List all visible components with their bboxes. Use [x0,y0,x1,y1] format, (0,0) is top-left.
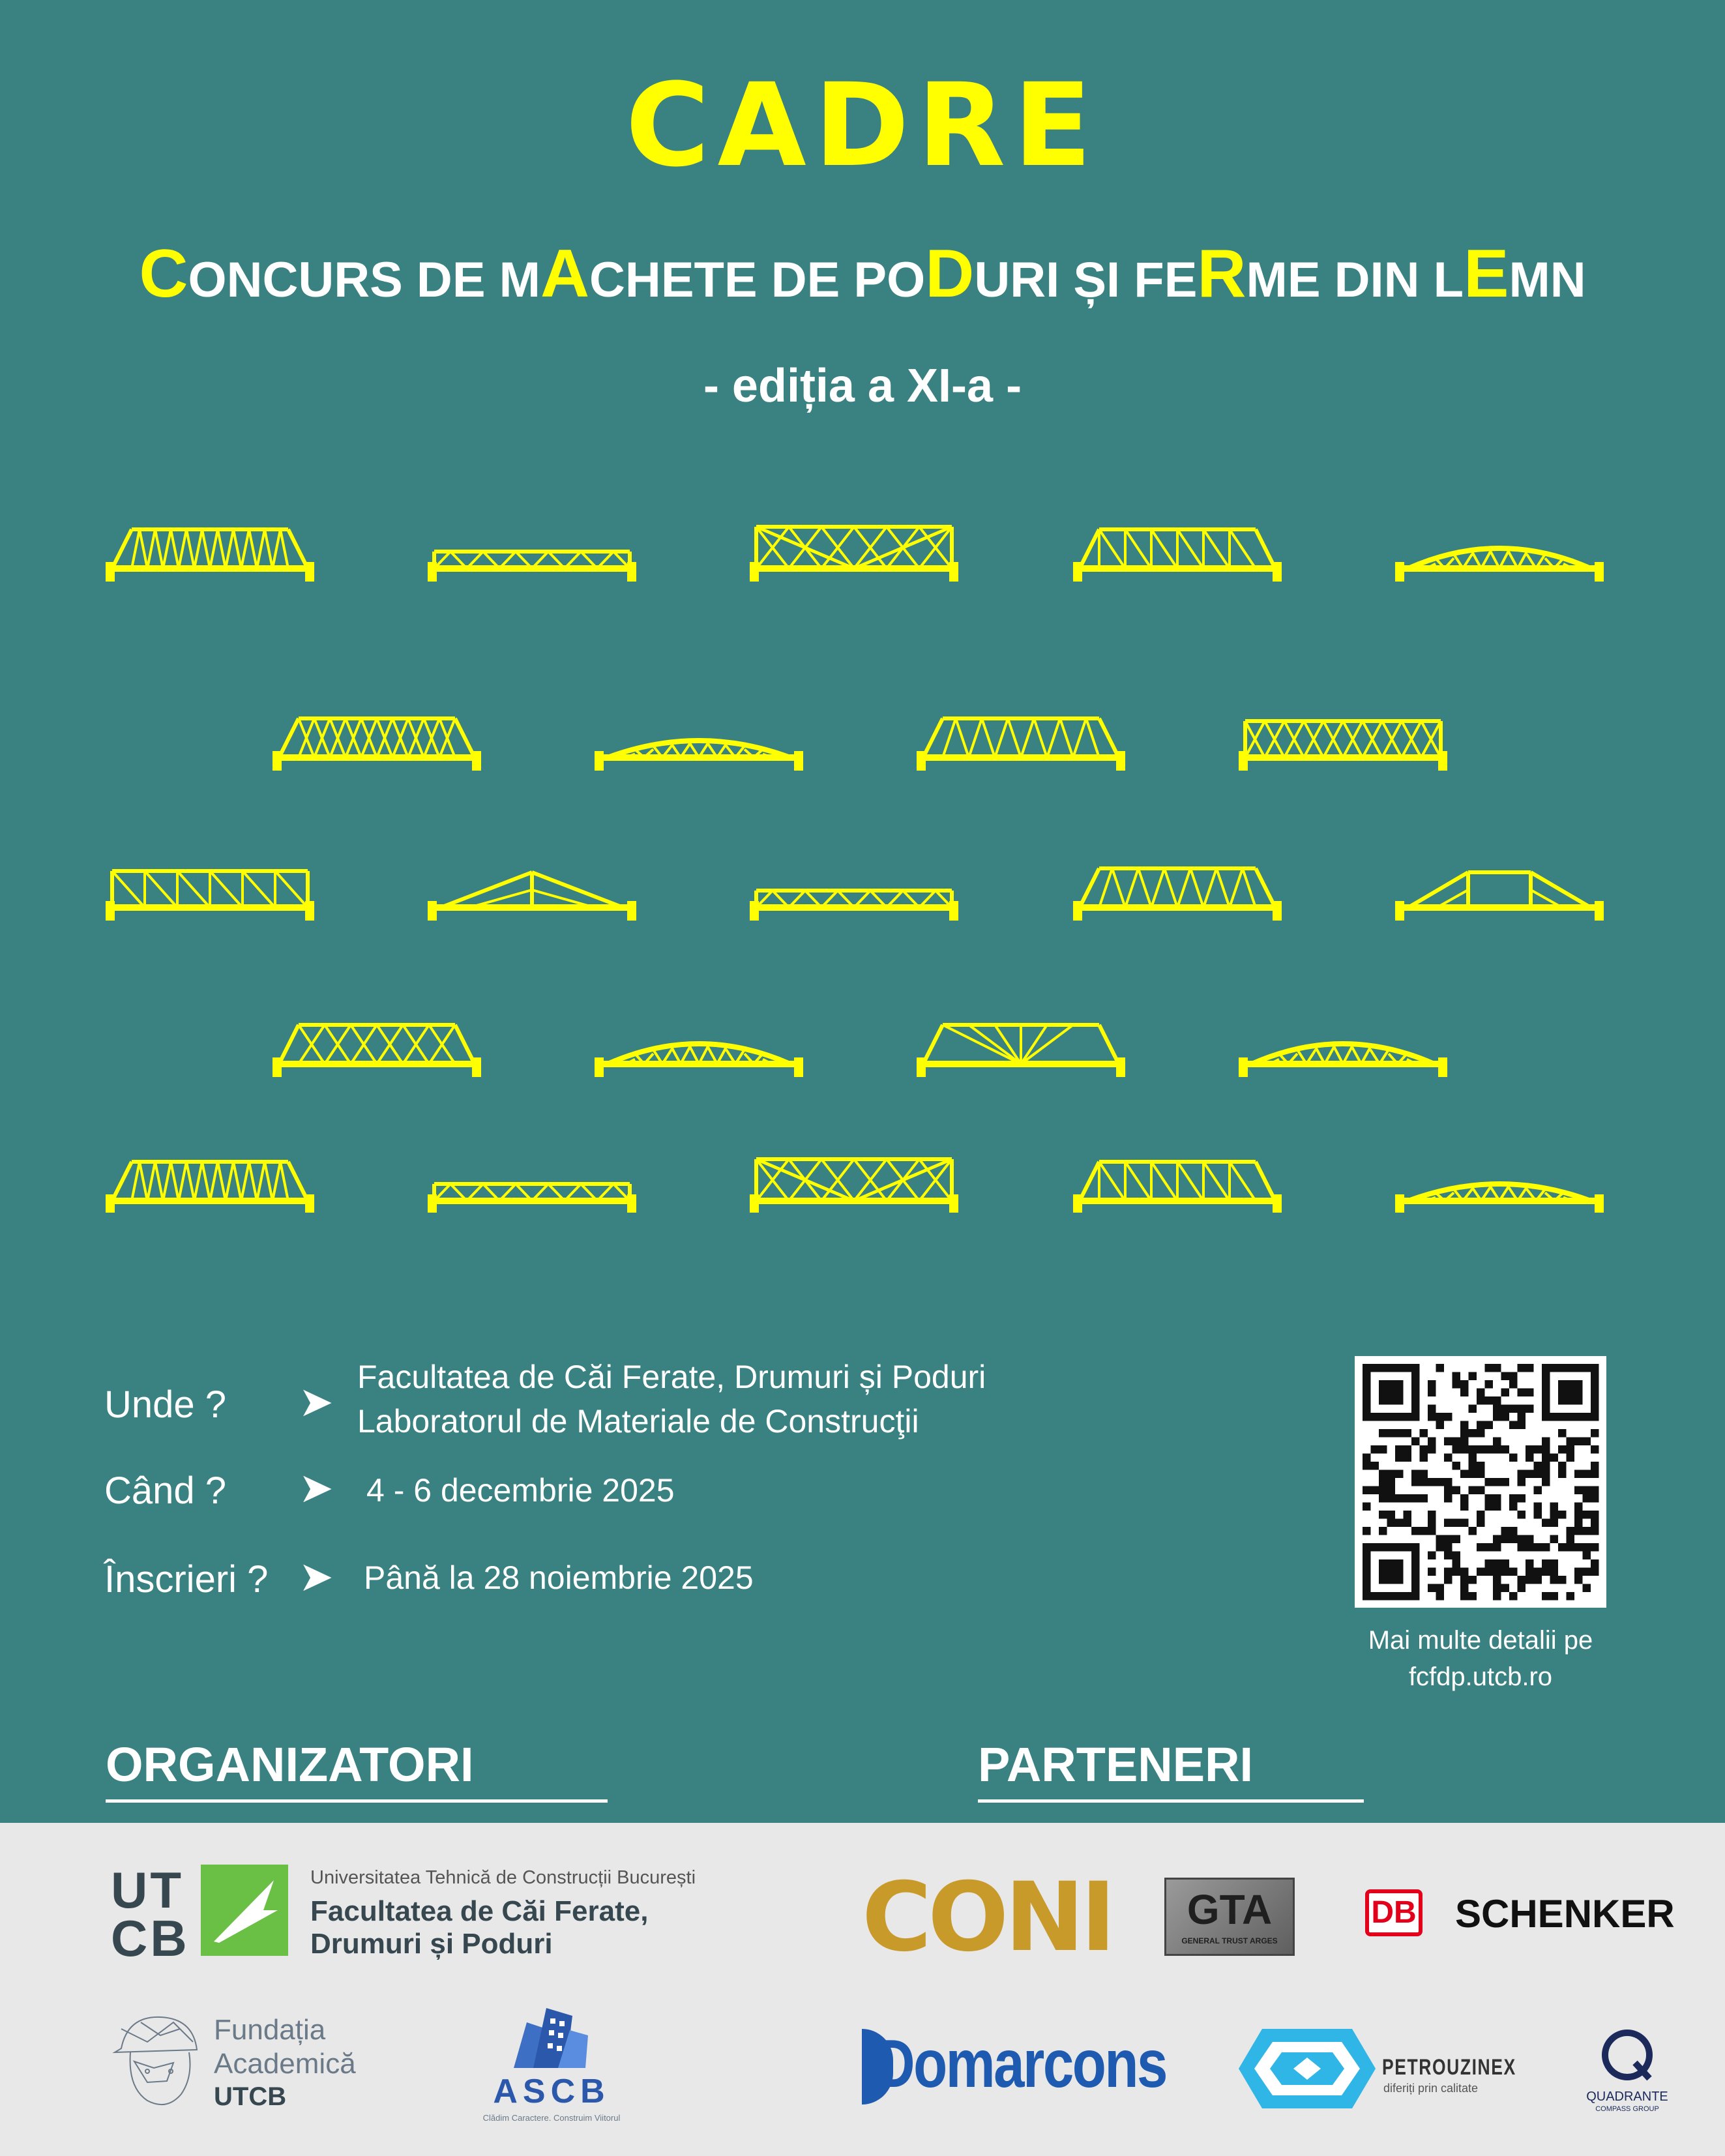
subtitle-acronym-letter: R [1197,236,1246,312]
arrow-right-icon: ➤ [299,1553,334,1600]
subtitle-text: ONCURS DE M [188,252,540,308]
bridge-model-pratt-flat-icon [106,871,314,921]
fundatia-line-3: UTCB [214,2082,287,2111]
db-letters: DB [1371,1895,1417,1930]
event-title: CADRE [625,59,1100,192]
utcb-emblem-icon [201,1865,288,1956]
utcb-logo [111,1861,711,1967]
event-subtitle [0,236,1725,312]
fundatia-line-2: Academică [214,2048,356,2080]
bridge-model-lattice-trap-icon [273,718,481,771]
schenker-name: SCHENKER [1455,1892,1675,1936]
domarcons-logo: Domarcons [875,2026,1167,2102]
signup-value: Până la 28 noiembrie 2025 [364,1559,754,1596]
gta-logo [1164,1878,1295,1956]
where-line-2: Laboratorul de Materiale de Construcţii [357,1403,919,1440]
bridge-model-arch-icon [1239,1044,1447,1077]
bridge-model-fish-belly-icon [595,741,803,771]
edition-label: - ediția a XI-a - [703,360,1022,412]
fundatia-academica-logo [108,2003,382,2120]
bridge-model-warren-dense-icon [106,529,314,582]
bridge-model-warren-flat-icon [428,1184,636,1213]
bridge-model-arch-icon [595,1044,803,1077]
petrouzinex-emblem-icon [1236,2026,1378,2111]
petrouzinex-tagline: diferiți prin calitate [1383,2082,1479,2095]
qr-caption-url[interactable]: fcfdp.utcb.ro [1408,1662,1553,1691]
subtitle-text: URI ȘI FE [974,252,1198,308]
bridge-model-fan-trap-icon [917,1025,1125,1077]
subtitle-acronym-letter: A [540,236,590,312]
subtitle-acronym-letter: E [1464,236,1509,312]
bridge-model-x-brace-icon [750,527,958,582]
bridge-model-warren-trap-icon [1073,868,1282,921]
utcb-letters-bottom: CB [111,1910,190,1967]
gta-name: GTA [1187,1886,1273,1933]
utcb-faculty-line-1: Facultatea de Căi Ferate, [310,1895,649,1927]
quadrante-ring-icon [1599,2026,1656,2084]
utcb-university-name: Universitatea Tehnică de Construcții București [310,1867,696,1888]
qr-caption-line-1: Mai multe detalii pe [1368,1626,1593,1655]
bridge-model-king-post-icon [428,872,636,921]
gta-tagline: GENERAL TRUST ARGES [1181,1936,1278,1945]
subtitle-text: ME DIN L [1246,252,1464,308]
bridge-model-warren-flat-icon [428,552,636,582]
arrow-right-icon: ➤ [299,1464,334,1511]
when-value: 4 - 6 decembrie 2025 [366,1472,675,1509]
subtitle-text: MN [1509,252,1586,308]
buildings-icon [507,1996,592,2068]
bridge-model-warren-flat-icon [750,891,958,921]
subtitle-text: CHETE DE PO [589,252,926,308]
bridge-model-pratt-trap-icon [1073,529,1282,582]
ascb-logo [467,1996,636,2127]
bridge-model-warren-dense-icon [106,1162,314,1213]
bridge-model-fish-belly-icon [1395,1184,1604,1213]
db-logo [1365,1889,1423,1936]
arrow-right-icon: ➤ [299,1378,334,1425]
when-label: Când ? [104,1469,227,1512]
subtitle-acronym-letter: C [139,236,188,312]
qr-code-icon [1355,1356,1606,1608]
utcb-letters-top: UT [111,1861,184,1919]
bridge-model-arch-icon [1395,548,1604,582]
partners-heading: PARTENERI [978,1741,1364,1803]
sponsors-footer [0,1823,1725,2156]
quadrante-tagline: COMPASS GROUP [1595,2105,1659,2113]
engineer-head-icon [108,2009,206,2114]
signup-label: Înscrieri ? [104,1558,269,1601]
bridge-model-warren-trap-icon [917,718,1125,771]
quadrante-name: QUADRANTE [1586,2090,1668,2104]
organizers-heading: ORGANIZATORI [106,1741,608,1803]
where-label: Unde ? [104,1383,227,1426]
ascb-name: ASCB [493,2073,610,2110]
bridge-model-lattice-flat-icon [1239,721,1447,771]
bridge-models-illustration [0,495,1725,1213]
subtitle-acronym-letter: D [925,236,975,312]
coni-logo: CONI [862,1862,1112,1973]
bridge-model-x-brace-icon [750,1159,958,1213]
utcb-faculty-line-2: Drumuri și Poduri [310,1928,553,1960]
petrouzinex-name: PETROUZINEX [1382,2055,1516,2080]
qr-code[interactable] [1355,1356,1606,1608]
bridge-model-queen-post-icon [1395,872,1604,921]
where-line-1: Facultatea de Căi Ferate, Drumuri și Poduri [357,1359,986,1395]
bridge-model-pratt-trap-icon [1073,1162,1282,1213]
qr-caption [1330,1622,1631,1695]
fundatia-line-1: Fundația [214,2014,326,2046]
bridge-model-x-trap-icon [273,1025,481,1077]
ascb-tagline: Clădim Caractere. Construim Viitorul [482,2113,621,2123]
